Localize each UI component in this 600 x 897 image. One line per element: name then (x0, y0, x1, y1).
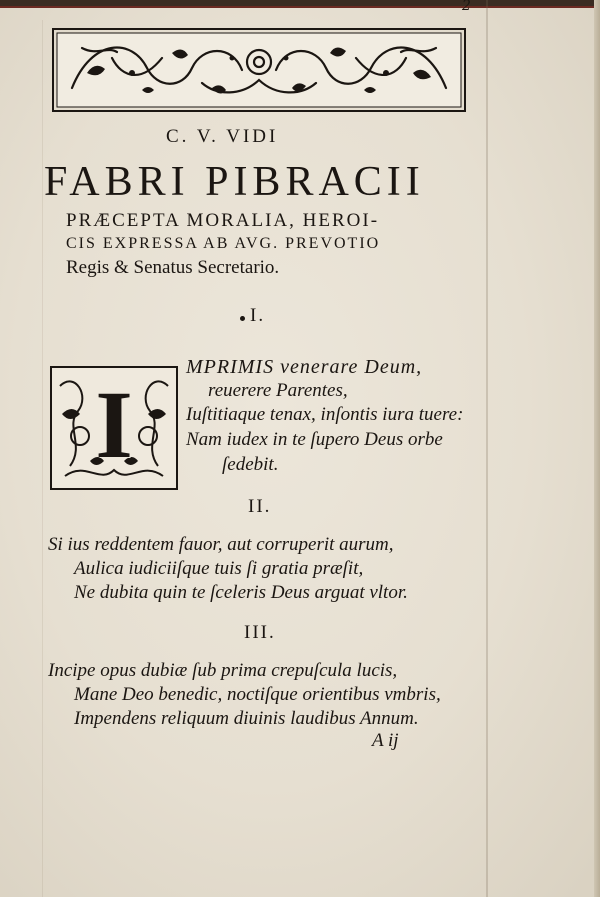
section-bullet (240, 316, 245, 321)
subtitle-line-2: CIS EXPRESSA AB AVG. PREVOTIO (66, 235, 381, 252)
page-top-edge-binding (0, 6, 600, 8)
verse-3-line-1: Incipe opus dubiæ ſub prima crepuſcula lucis, (48, 660, 398, 681)
bleed-vertical-rule-left (42, 20, 43, 897)
verse-1-line-2: reuerere Parentes, (208, 380, 348, 401)
verse-1-line-5: ſedebit. (222, 454, 279, 475)
folio-number: 2 (462, 0, 471, 14)
verse-2-line-3: Ne dubita quin te ſceleris Deus arguat vltor. (74, 582, 408, 603)
initial-letter: I (95, 371, 133, 478)
page-right-edge (594, 0, 600, 897)
signature-mark: A ij (372, 730, 399, 751)
verse-2-line-2: Aulica iudiciiſque tuis ſi gratia præſit, (74, 558, 364, 579)
section-number-2: II. (248, 496, 272, 517)
bleed-vertical-rule (486, 0, 488, 897)
verse-1-line-3: Iuſtitiaque tenax, inſontis iura tuere: (186, 404, 464, 425)
verse-1-line-4: Nam iudex in te ſupero Deus orbe (186, 429, 443, 450)
section-number-3: III. (244, 622, 276, 643)
decorated-initial (50, 366, 178, 490)
title-line: FABRI PIBRACII (44, 159, 425, 205)
verse-3-line-3: Impendens reliquum diuinis laudibus Annum. (74, 708, 419, 729)
verse-1-line-1: MPRIMIS venerare Deum, (186, 356, 423, 378)
subtitle-line-3: Regis & Senatus Secretario. (66, 257, 280, 278)
subtitle-line-1: PRÆCEPTA MORALIA, HEROI- (66, 210, 380, 231)
verse-3-line-2: Mane Deo benedic, noctiſque orientibus vmbris, (74, 684, 441, 705)
section-number-1: I. (250, 305, 266, 326)
ornamental-headpiece (52, 28, 466, 112)
author-line: C. V. VIDI (166, 126, 279, 147)
verse-2-line-1: Si ius reddentem fauor, aut corruperit aurum, (48, 534, 394, 555)
